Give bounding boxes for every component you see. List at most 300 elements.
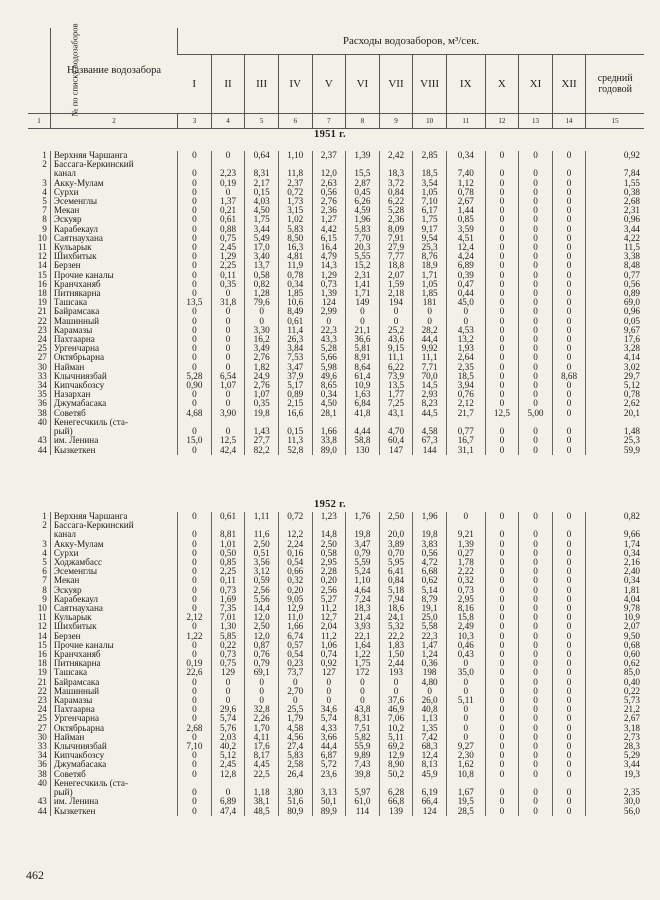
cell-month-7: 7,91 [379, 234, 413, 243]
cell-month-11: 0 [519, 243, 553, 252]
cell-month-2: 0 [211, 788, 245, 797]
cell-month-8: 1,13 [413, 714, 447, 723]
intake-name: Акку-Мулам [50, 540, 177, 549]
cell-month-8: 0 [413, 307, 447, 316]
cell-month-10: 0 [485, 326, 519, 335]
cell-month-3: 0,76 [245, 650, 279, 659]
cell-month-4: 0,57 [278, 641, 312, 650]
cell-month-7: 4,70 [379, 427, 413, 436]
cell-month-9: 0 [446, 512, 485, 521]
cell-month-6: 7,43 [346, 760, 380, 769]
cell-month-11: 0 [519, 188, 553, 197]
row-number: 14 [37, 260, 47, 271]
row-number: 12 [37, 251, 47, 262]
table-row [28, 307, 644, 316]
cell-month-6: 0 [346, 678, 380, 687]
cell-month-9: 1,78 [446, 558, 485, 567]
cell-month-10: 0 [485, 335, 519, 344]
row-number: 33 [37, 370, 47, 381]
cell-month-10: 0 [485, 714, 519, 723]
cell-month-6: 21,1 [346, 326, 380, 335]
cell-month-8: 9,17 [413, 225, 447, 234]
cell-month-4: 51,6 [278, 797, 312, 806]
cell-month-9: 1,44 [446, 206, 485, 215]
intake-name: Верхняя Чаршанга [50, 151, 177, 160]
row-number: 38 [37, 768, 47, 779]
cell-month-4: 0,72 [278, 188, 312, 197]
cell-month-5: 3,66 [312, 733, 346, 742]
cell-month-3: 82,2 [245, 446, 279, 455]
row-number [28, 169, 50, 178]
cell-month-3: 0,35 [245, 399, 279, 408]
cell-month-1: 0 [178, 558, 212, 567]
header-column-numbers [28, 114, 644, 129]
intake-name: Прочие каналы [50, 641, 177, 650]
cell-month-12: 0 [552, 225, 586, 234]
cell-month-4: 73,7 [278, 668, 312, 677]
row-number: 22 [37, 685, 47, 696]
cell-month-4: 8,49 [278, 307, 312, 316]
row-number: 3 [42, 538, 47, 549]
cell-month-10: 0 [485, 595, 519, 604]
cell-month-3: 27,7 [245, 436, 279, 445]
intake-name: Назархан [50, 390, 177, 399]
cell-month-10: 0 [485, 151, 519, 160]
cell-month-9: 2,22 [446, 567, 485, 576]
page-number: 462 [26, 868, 44, 882]
intake-name: Байрамсака [50, 307, 177, 316]
cell-month-10: 0 [485, 298, 519, 307]
cell-month-7: 0 [379, 678, 413, 687]
cell-month-3: 0,59 [245, 576, 279, 585]
row-number: 11 [38, 612, 47, 623]
row-number: 19 [37, 297, 47, 308]
cell-month-12: 0 [552, 317, 586, 326]
cell-month-10: 0 [485, 280, 519, 289]
cell-month-11: 0 [519, 788, 553, 797]
row-number: 16 [37, 649, 47, 660]
table-header [28, 23, 644, 129]
cell-month-10: 0 [485, 613, 519, 622]
row-number: 2 [42, 159, 47, 170]
cell-month-11: 0 [519, 622, 553, 631]
cell-month-9: 0 [446, 659, 485, 668]
cell-month-6: 22,1 [346, 632, 380, 641]
cell-month-10: 0 [485, 678, 519, 687]
cell-month-7: 50,2 [379, 770, 413, 779]
cell-month-9: 21,7 [446, 409, 485, 418]
intake-name: Бассага-Керкинский [50, 521, 177, 530]
cell-month-12: 0 [552, 632, 586, 641]
intake-name: Карабекаул [50, 595, 177, 604]
cell-month-11: 0 [519, 353, 553, 362]
row-number [28, 530, 50, 539]
cell-month-5: 2,56 [312, 586, 346, 595]
intake-name: Кенегесчкиль (ста- [50, 418, 177, 427]
cell-month-11: 0 [519, 714, 553, 723]
cell-month-8: 6,17 [413, 206, 447, 215]
header-column-number: 9 [379, 114, 413, 129]
row-number: 4 [42, 547, 47, 558]
cell-month-9: 0,46 [446, 641, 485, 650]
cell-month-7: 2,44 [379, 659, 413, 668]
intake-name: канал [50, 530, 177, 539]
cell-month-4: 1,73 [278, 197, 312, 206]
cell-month-1: 0 [178, 650, 212, 659]
cell-month-8: 8,23 [413, 399, 447, 408]
cell-month-9: 31,1 [446, 446, 485, 455]
intake-name: Клычниязбай [50, 372, 177, 381]
cell-month-3: 1,70 [245, 724, 279, 733]
cell-month-1: 7,10 [178, 742, 212, 751]
cell-month-9: 1,62 [446, 760, 485, 769]
cell-average: 0,68 [586, 641, 644, 650]
cell-month-4: 0 [278, 678, 312, 687]
cell-month-9: 0,78 [446, 188, 485, 197]
cell-month-4: 27,4 [278, 742, 312, 751]
cell-month-1: 5,28 [178, 372, 212, 381]
cell-average: 1,81 [586, 586, 644, 595]
intake-name: Сурхи [50, 188, 177, 197]
cell-average: 11,5 [586, 243, 644, 252]
intake-name: Ургенчарна [50, 714, 177, 723]
header-column-number: 1 [28, 114, 50, 129]
cell-month-1: 0 [178, 586, 212, 595]
cell-month-2: 0,73 [211, 586, 245, 595]
cell-month-1: 13,5 [178, 298, 212, 307]
cell-month-12: 0 [552, 271, 586, 280]
cell-month-5: 1,66 [312, 427, 346, 436]
cell-month-2: 0 [211, 307, 245, 316]
cell-month-1: 0 [178, 197, 212, 206]
cell-month-3: 13,7 [245, 261, 279, 270]
cell-month-8: 4,72 [413, 558, 447, 567]
cell-month-5: 44,4 [312, 742, 346, 751]
cell-month-5: 0,74 [312, 650, 346, 659]
cell-month-7: 2,07 [379, 271, 413, 280]
cell-month-11: 0 [519, 271, 553, 280]
cell-month-4: 1,85 [278, 289, 312, 298]
cell-month-1: 0 [178, 751, 212, 760]
cell-month-12: 0 [552, 807, 586, 816]
cell-month-11: 0 [519, 179, 553, 188]
cell-month-8: 1,85 [413, 289, 447, 298]
row-number: 36 [37, 759, 47, 770]
row-number: 8 [42, 214, 47, 225]
header-column-number: 2 [50, 114, 177, 129]
cell-month-3: 0,58 [245, 271, 279, 280]
cell-month-1: 0 [178, 797, 212, 806]
cell-month-6: 18,3 [346, 604, 380, 613]
cell-month-5: 2,99 [312, 307, 346, 316]
cell-month-6: 10,9 [346, 381, 380, 390]
row-number: 33 [37, 741, 47, 752]
cell-month-2: 2,25 [211, 567, 245, 576]
cell-month-10: 0 [485, 197, 519, 206]
intake-name: Джумабасака [50, 760, 177, 769]
intake-name: Сурхи [50, 549, 177, 558]
cell-month-8: 7,10 [413, 197, 447, 206]
cell-month-7: 10,2 [379, 724, 413, 733]
cell-month-1: 0 [178, 567, 212, 576]
row-number: 10 [37, 603, 47, 614]
cell-month-3: 24,9 [245, 372, 279, 381]
cell-month-4: 0,72 [278, 512, 312, 521]
cell-month-3: 69,1 [245, 668, 279, 677]
cell-month-9: 13,2 [446, 335, 485, 344]
cell-month-11: 0 [519, 234, 553, 243]
cell-month-12: 0 [552, 668, 586, 677]
cell-month-10: 0 [485, 436, 519, 445]
cell-month-4: 52,8 [278, 446, 312, 455]
cell-month-9: 10,8 [446, 770, 485, 779]
cell-month-4: 25,5 [278, 705, 312, 714]
cell-month-12: 0 [552, 595, 586, 604]
cell-month-1: 22,6 [178, 668, 212, 677]
cell-month-10: 0 [485, 558, 519, 567]
cell-month-12: 0 [552, 399, 586, 408]
cell-month-5: 5,28 [312, 344, 346, 353]
cell-month-6: 43,8 [346, 705, 380, 714]
cell-month-1: 0 [178, 188, 212, 197]
cell-month-8: 45,9 [413, 770, 447, 779]
cell-month-1: 0 [178, 243, 212, 252]
cell-month-3: 4,03 [245, 197, 279, 206]
cell-month-4: 3,15 [278, 206, 312, 215]
cell-month-5: 14,3 [312, 261, 346, 270]
cell-month-6: 7,24 [346, 595, 380, 604]
cell-average: 69,0 [586, 298, 644, 307]
cell-month-2: 6,89 [211, 797, 245, 806]
row-number: 12 [37, 621, 47, 632]
cell-month-9: 5,11 [446, 696, 485, 705]
cell-month-5: 50,1 [312, 797, 346, 806]
cell-month-3: 12,0 [245, 613, 279, 622]
cell-month-3: 0,15 [245, 188, 279, 197]
data-table [28, 151, 644, 455]
table-row [28, 446, 644, 455]
row-number: 25 [37, 713, 47, 724]
cell-month-12: 0 [552, 576, 586, 585]
cell-average: 4,14 [586, 353, 644, 362]
cell-month-12: 0 [552, 613, 586, 622]
cell-month-7: 7,94 [379, 595, 413, 604]
intake-name: Ургенчарна [50, 344, 177, 353]
cell-month-3: 14,4 [245, 604, 279, 613]
cell-month-4: 6,74 [278, 632, 312, 641]
cell-month-8: 198 [413, 668, 447, 677]
cell-month-7: 5,95 [379, 558, 413, 567]
cell-month-1: 0 [178, 733, 212, 742]
intake-name: Машинный [50, 317, 177, 326]
header-month-4: IV [278, 55, 312, 114]
cell-month-6: 1,22 [346, 650, 380, 659]
cell-month-3: 5,49 [245, 234, 279, 243]
header-month-9: IX [446, 55, 485, 114]
row-number: 18 [37, 658, 47, 669]
cell-month-10: 0 [485, 344, 519, 353]
row-number: 4 [42, 186, 47, 197]
intake-name: Кенегесчкиль (ста- [50, 779, 177, 788]
intake-name: рый) [50, 788, 177, 797]
cell-month-12: 0 [552, 549, 586, 558]
cell-month-12: 0 [552, 742, 586, 751]
cell-average: 7,84 [586, 169, 644, 178]
cell-month-11: 0 [519, 549, 553, 558]
cell-month-6: 6,84 [346, 399, 380, 408]
cell-month-7: 12,9 [379, 751, 413, 760]
cell-month-6: 36,6 [346, 335, 380, 344]
cell-month-11: 0 [519, 724, 553, 733]
cell-month-7: 20,0 [379, 530, 413, 539]
cell-month-8: 1,24 [413, 650, 447, 659]
cell-average: 1,48 [586, 427, 644, 436]
cell-month-7: 1,83 [379, 641, 413, 650]
cell-month-9: 7,40 [446, 169, 485, 178]
cell-month-8: 1,75 [413, 215, 447, 224]
cell-average: 5,73 [586, 696, 644, 705]
cell-month-3: 48,5 [245, 807, 279, 816]
cell-month-12: 0 [552, 622, 586, 631]
cell-month-11: 0 [519, 390, 553, 399]
cell-month-1: 0 [178, 390, 212, 399]
cell-month-8: 9,54 [413, 234, 447, 243]
cell-month-10: 0 [485, 586, 519, 595]
cell-month-10: 0 [485, 188, 519, 197]
cell-month-11: 0 [519, 427, 553, 436]
cell-month-3: 4,11 [245, 733, 279, 742]
header-month-2: II [211, 55, 245, 114]
cell-month-4: 26,3 [278, 335, 312, 344]
cell-month-4: 1,79 [278, 714, 312, 723]
intake-name: Мекан [50, 576, 177, 585]
data-table [28, 512, 644, 816]
cell-month-3: 79,6 [245, 298, 279, 307]
cell-month-7: 5,32 [379, 622, 413, 631]
cell-month-10: 0 [485, 622, 519, 631]
cell-month-7: 2,36 [379, 215, 413, 224]
cell-month-10: 0 [485, 271, 519, 280]
cell-month-12: 0 [552, 751, 586, 760]
cell-month-1: 0 [178, 215, 212, 224]
cell-month-2: 0 [211, 326, 245, 335]
cell-month-5: 14,8 [312, 530, 346, 539]
cell-month-3: 1,18 [245, 788, 279, 797]
cell-month-6: 8,91 [346, 353, 380, 362]
row-number: 40 [37, 416, 47, 427]
cell-average: 25,3 [586, 436, 644, 445]
cell-month-7: 194 [379, 298, 413, 307]
cell-month-8: 25,3 [413, 243, 447, 252]
cell-month-9: 0 [446, 307, 485, 316]
cell-month-11: 0 [519, 446, 553, 455]
cell-month-6: 2,31 [346, 271, 380, 280]
cell-month-3: 3,30 [245, 326, 279, 335]
cell-month-2: 12,5 [211, 436, 245, 445]
cell-month-12: 0 [552, 289, 586, 298]
cell-month-5: 0,73 [312, 280, 346, 289]
cell-average: 0,34 [586, 576, 644, 585]
cell-month-7: 5,28 [379, 206, 413, 215]
row-number: 9 [42, 593, 47, 604]
cell-month-2: 0,75 [211, 234, 245, 243]
cell-month-1: 0 [178, 280, 212, 289]
cell-month-11: 0 [519, 659, 553, 668]
table-row [28, 668, 644, 677]
cell-month-7: 139 [379, 807, 413, 816]
cell-month-3: 22,5 [245, 770, 279, 779]
cell-month-4: 10,6 [278, 298, 312, 307]
cell-month-1: 0 [178, 760, 212, 769]
cell-month-2: 0 [211, 353, 245, 362]
cell-month-7: 7,25 [379, 399, 413, 408]
cell-month-2: 1,07 [211, 381, 245, 390]
cell-month-8: 19,1 [413, 604, 447, 613]
cell-month-8: 66,4 [413, 797, 447, 806]
cell-month-1: 0 [178, 540, 212, 549]
cell-month-8: 0,36 [413, 659, 447, 668]
cell-month-3: 1,11 [245, 512, 279, 521]
cell-month-9: 1,12 [446, 179, 485, 188]
intake-name: Карабекаул [50, 225, 177, 234]
cell-month-9: 0 [446, 317, 485, 326]
cell-month-7: 147 [379, 446, 413, 455]
cell-month-8: 12,4 [413, 751, 447, 760]
cell-month-9: 45,0 [446, 298, 485, 307]
cell-month-7: 69,2 [379, 742, 413, 751]
cell-month-4: 4,81 [278, 252, 312, 261]
cell-month-8: 1,71 [413, 271, 447, 280]
cell-month-11: 0 [519, 540, 553, 549]
cell-month-8: 44,4 [413, 335, 447, 344]
cell-month-1: 0 [178, 512, 212, 521]
cell-month-7: 6,22 [379, 363, 413, 372]
cell-month-2: 29,6 [211, 705, 245, 714]
cell-month-3: 2,56 [245, 586, 279, 595]
cell-month-6: 1,76 [346, 512, 380, 521]
row-number: 44 [37, 444, 47, 455]
cell-month-3: 0 [245, 687, 279, 696]
cell-month-9: 0,32 [446, 576, 485, 585]
intake-name: Кранчханяб [50, 650, 177, 659]
cell-month-1: 0 [178, 225, 212, 234]
cell-month-12: 0 [552, 353, 586, 362]
cell-month-7: 0 [379, 687, 413, 696]
cell-month-12: 0 [552, 797, 586, 806]
cell-month-4: 0,15 [278, 427, 312, 436]
intake-name: Ташсака [50, 298, 177, 307]
cell-month-8: 11,1 [413, 353, 447, 362]
cell-month-3: 1,28 [245, 289, 279, 298]
cell-month-12: 8,68 [552, 372, 586, 381]
intake-name: Октябрьарна [50, 724, 177, 733]
cell-month-4: 37,9 [278, 372, 312, 381]
cell-month-11: 0 [519, 372, 553, 381]
cell-month-12: 0 [552, 724, 586, 733]
cell-month-11: 0 [519, 567, 553, 576]
cell-month-9: 0,85 [446, 215, 485, 224]
row-number: 38 [37, 407, 47, 418]
row-number: 10 [37, 232, 47, 243]
header-column-number: 8 [346, 114, 380, 129]
cell-month-1: 0 [178, 576, 212, 585]
cell-month-3: 3,12 [245, 567, 279, 576]
cell-month-10: 0 [485, 225, 519, 234]
cell-average: 19,3 [586, 770, 644, 779]
cell-month-4: 2,15 [278, 399, 312, 408]
cell-month-5: 11,2 [312, 604, 346, 613]
cell-month-2: 0 [211, 427, 245, 436]
